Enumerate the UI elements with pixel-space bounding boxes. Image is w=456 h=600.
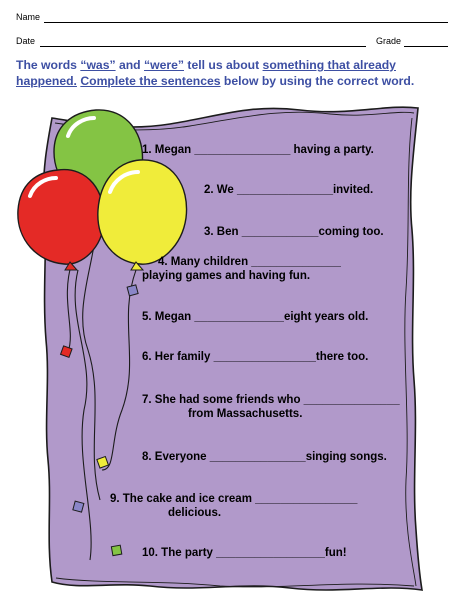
instr-text-3: tell us about [184,58,263,72]
date-label: Date [16,36,36,46]
sentence-7: 7. She had some friends who _______________ [142,394,400,406]
sentence-10: 10. The party _________________fun! [142,547,347,559]
sentence-7-cont: from Massachusetts. [188,408,303,420]
sentence-3: 3. Ben ____________coming too. [204,226,384,238]
sentence-5: 5. Megan ______________eight years old. [142,311,369,323]
sentence-6: 6. Her family ________________there too. [142,351,369,363]
instr-underlined-1: something that already [262,58,396,72]
word-was: “was” [80,58,116,72]
grade-label: Grade [376,36,402,46]
name-label: Name [16,12,41,22]
sentence-2: 2. We _______________invited. [204,184,374,196]
sentence-9-cont: delicious. [168,507,222,519]
word-were: “were” [144,58,184,72]
sentence-8: 8. Everyone _______________singing songs. [142,451,387,463]
instr-underlined-3: Complete the sentences [80,74,221,88]
sentence-4-cont: playing games and having fun. [142,270,311,282]
instr-underlined-2: happened. [16,74,77,88]
instr-text-4: below by using the correct word. [220,74,415,88]
instr-text-1: The words [16,58,81,72]
sentence-9: 9. The cake and ice cream ________________ [110,493,358,505]
instr-text-2: and [115,58,145,72]
sentence-1: 1. Megan _______________ having a party. [142,144,374,156]
sentence-4: 4. Many children ______________ [158,256,341,268]
